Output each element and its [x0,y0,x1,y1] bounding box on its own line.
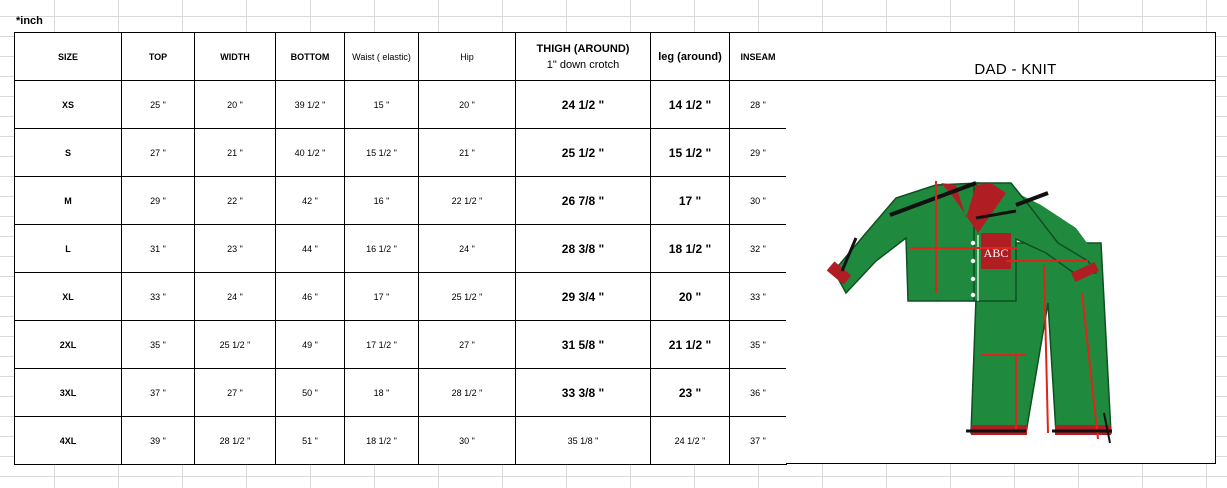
cell-thigh: 25 1/2 " [516,129,651,177]
cell-top: 31 " [122,225,195,273]
cell-size: 2XL [15,321,122,369]
cell-bottom: 51 " [276,417,345,465]
cell-inseam: 29 " [730,129,787,177]
cell-hip: 24 " [419,225,516,273]
cell-size: L [15,225,122,273]
cell-thigh: 24 1/2 " [516,81,651,129]
header-size: SIZE [15,33,122,81]
table-row [15,321,787,369]
table-row [15,273,787,321]
cell-top: 39 " [122,417,195,465]
cell-waist: 17 1/2 " [345,321,419,369]
cell-leg: 15 1/2 " [651,129,730,177]
cell-hip: 25 1/2 " [419,273,516,321]
cell-waist: 17 " [345,273,419,321]
cell-width: 27 " [195,369,276,417]
cell-top: 37 " [122,369,195,417]
cell-inseam: 32 " [730,225,787,273]
cell-width: 28 1/2 " [195,417,276,465]
cell-inseam: 36 " [730,369,787,417]
header-thigh-line2: 1" down crotch [546,58,620,71]
cell-hip: 27 " [419,321,516,369]
cell-leg: 21 1/2 " [651,321,730,369]
cell-size: XL [15,273,122,321]
cell-size: 3XL [15,369,122,417]
cell-inseam: 30 " [730,177,787,225]
cell-hip: 20 " [419,81,516,129]
cell-inseam: 35 " [730,321,787,369]
header-leg: leg (around) [651,33,730,81]
cell-inseam: 37 " [730,417,787,465]
cell-inseam: 28 " [730,81,787,129]
cell-bottom: 50 " [276,369,345,417]
header-width: WIDTH [195,33,276,81]
cell-top: 33 " [122,273,195,321]
cell-hip: 28 1/2 " [419,369,516,417]
product-title: DAD - KNIT [974,61,1057,78]
header-thigh [516,33,651,81]
cell-bottom: 46 " [276,273,345,321]
table-row [15,417,787,465]
cell-thigh: 31 5/8 " [516,321,651,369]
cell-bottom: 39 1/2 " [276,81,345,129]
cell-hip: 22 1/2 " [419,177,516,225]
cell-width: 23 " [195,225,276,273]
cell-bottom: 44 " [276,225,345,273]
monogram: ABC [983,246,1009,260]
cell-top: 25 " [122,81,195,129]
header-inseam: INSEAM [730,33,787,81]
cell-bottom: 49 " [276,321,345,369]
cell-waist: 15 1/2 " [345,129,419,177]
product-title-cell [786,33,1215,81]
cell-thigh: 33 3/8 " [516,369,651,417]
header-hip: Hip [419,33,516,81]
cell-hip: 30 " [419,417,516,465]
cell-waist: 16 " [345,177,419,225]
cell-waist: 15 " [345,81,419,129]
cell-waist: 18 " [345,369,419,417]
cell-width: 25 1/2 " [195,321,276,369]
size-chart-table [14,32,787,465]
cell-width: 22 " [195,177,276,225]
cell-waist: 16 1/2 " [345,225,419,273]
header-top: TOP [122,33,195,81]
cell-width: 20 " [195,81,276,129]
cell-size: M [15,177,122,225]
header-thigh-line1: THIGH (AROUND) [536,42,630,55]
cell-bottom: 42 " [276,177,345,225]
cell-thigh: 35 1/8 " [516,417,651,465]
product-panel [786,32,1216,464]
cell-inseam: 33 " [730,273,787,321]
cell-leg: 24 1/2 " [651,417,730,465]
cell-leg: 23 " [651,369,730,417]
pajama-illustration [826,143,1116,483]
table-row [15,177,787,225]
cell-leg: 17 " [651,177,730,225]
table-row [15,369,787,417]
cell-thigh: 28 3/8 " [516,225,651,273]
cell-size: XS [15,81,122,129]
table-row [15,129,787,177]
table-body [15,81,787,465]
cell-top: 35 " [122,321,195,369]
unit-note: *inch [16,15,43,27]
cell-width: 24 " [195,273,276,321]
header-waist: Waist ( elastic) [345,33,419,81]
cell-top: 29 " [122,177,195,225]
header-row [15,33,787,81]
cell-thigh: 29 3/4 " [516,273,651,321]
table-row [15,81,787,129]
cell-size: S [15,129,122,177]
cell-hip: 21 " [419,129,516,177]
cell-bottom: 40 1/2 " [276,129,345,177]
cell-leg: 14 1/2 " [651,81,730,129]
cell-leg: 18 1/2 " [651,225,730,273]
cell-leg: 20 " [651,273,730,321]
cell-thigh: 26 7/8 " [516,177,651,225]
table-row [15,225,787,273]
cell-size: 4XL [15,417,122,465]
cell-top: 27 " [122,129,195,177]
header-bottom: BOTTOM [276,33,345,81]
cell-waist: 18 1/2 " [345,417,419,465]
cell-width: 21 " [195,129,276,177]
